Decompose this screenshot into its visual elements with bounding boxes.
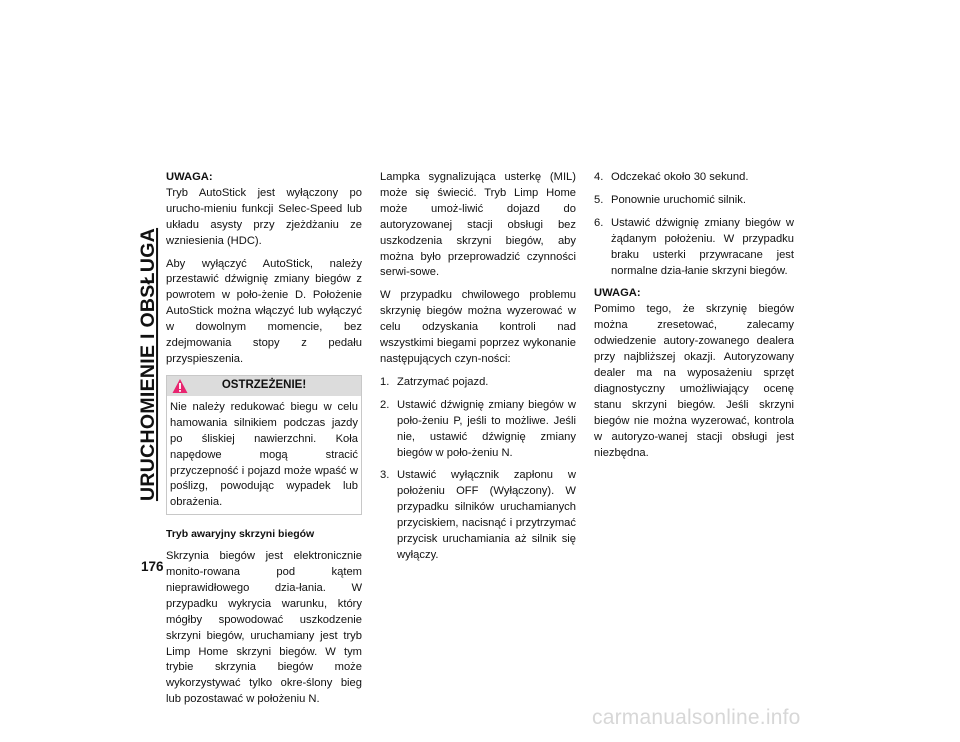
note-title-2: UWAGA:	[594, 287, 641, 300]
section-title-text: URUCHOMIENIE I OBSŁUGA	[137, 227, 160, 501]
column-2	[380, 170, 576, 571]
step-number: 3.	[380, 469, 390, 482]
warning-header	[167, 376, 361, 396]
column-1	[166, 170, 362, 715]
paragraph-reset: W przypadku chwilowego problemu skrzynię biegów można wyzerować w celu odzyskania kontroli nad wszystkimi biegami poprzez wykonanie następujących czyn-ności:	[380, 289, 576, 365]
warning-title: OSTRZEŻENIE!	[221, 378, 307, 391]
list-item	[594, 170, 794, 186]
list-item	[380, 468, 576, 563]
step-text: Ustawić dźwignię zmiany biegów w żądanym położeniu. W przypadku braku usterki przywracane jest normalne dzia-łanie skrzyni biegów.	[611, 216, 794, 277]
step-number: 5.	[594, 193, 604, 206]
step-text: Zatrzymać pojazd.	[397, 375, 489, 388]
paragraph-autostick: Aby wyłączyć AutoStick, należy przestawić dźwignię zmiany biegów z powrotem w poło-żenie D. Położenie AutoStick można włączyć lub wyłączyć w dowolnym momencie, bez zdejmowania stopy z pedału przyspieszenia.	[166, 257, 362, 365]
step-text: Ustawić wyłącznik zapłonu w położeniu OFF (Wyłączony). W przypadku silników uruchamianych przyciskiem, nacisnąć i przytrzymać przycisk uruchamiania aż silnik się wyłączy.	[397, 469, 576, 561]
list-item	[380, 375, 576, 391]
step-number: 4.	[594, 171, 604, 183]
paragraph-limp-mode: Skrzynia biegów jest elektronicznie monito-rowana pod kątem nieprawidłowego dzia-łania. W przypadku wykrycia warunku, który mógłby spowodować uszkodzenie skrzyni biegów, uruchamiany jest tryb Limp Home skrzyni biegów. W tym trybie skrzynia biegów może wykorzystywać tylko okre-ślony bieg lub pozostawać w położeniu N.	[166, 550, 362, 706]
reset-steps-list	[380, 375, 576, 564]
step-number: 1.	[380, 375, 390, 388]
step-number: 2.	[380, 398, 390, 411]
note-text: Tryb AutoStick jest wyłączony po urucho-mieniu funkcji Selec-Speed lub układu asysty przy zjeżdżaniu ze wzniesienia (HDC).	[166, 186, 362, 247]
page-number: 176	[141, 559, 164, 574]
warning-box	[166, 375, 362, 515]
watermark: carmanualsonline.info	[592, 706, 801, 729]
note-text-2: Pomimo tego, że skrzynię biegów można zresetować, zalecamy odwiedzenie autory-zowanego dealera przy najbliższej okazji. Autoryzowany dealer ma na wyposażeniu sprzęt diagnostyczny umożliwiający ocenę stanu skrzyni biegów. Jeśli skrzyni biegów nie można wyzerować, kontrola w autoryzo-wanej stacji obsługi jest niezbędna.	[594, 303, 794, 459]
step-number: 6.	[594, 216, 604, 229]
paragraph-mil: Lampka sygnalizująca usterkę (MIL) może się świecić. Tryb Limp Home może umoż-liwić dojazd do autoryzowanej stacji obsługi bez uszkodzenia skrzyni biegów, aby można było przeprowadzić czynności serwi-sowe.	[380, 171, 576, 279]
step-text: Ponownie uruchomić silnik.	[611, 193, 746, 206]
note-title: UWAGA:	[166, 171, 213, 183]
list-item	[380, 398, 576, 462]
step-text: Odczekać około 30 sekund.	[611, 171, 749, 183]
warning-text: Nie należy redukować biegu w celu hamowania silnikiem podczas jazdy po śliskiej nawierzchni. Koła napędowe mogą stracić przyczepność i pojazd może wpaść w poślizg, powodując wypadek lub obrażenia.	[170, 400, 358, 509]
column-3	[594, 170, 794, 468]
list-item	[594, 193, 794, 209]
subheading-limp-mode: Tryb awaryjny skrzyni biegów	[166, 528, 315, 541]
warning-triangle-icon	[172, 378, 188, 394]
step-text: Ustawić dźwignię zmiany biegów w poło-żeniu P, jeśli to możliwe. Jeśli nie, ustawić dźwignię zmiany biegów w poło-żeniu N.	[397, 398, 576, 459]
list-item	[594, 216, 794, 280]
reset-steps-list-continued	[594, 170, 794, 279]
warning-body	[167, 400, 361, 511]
